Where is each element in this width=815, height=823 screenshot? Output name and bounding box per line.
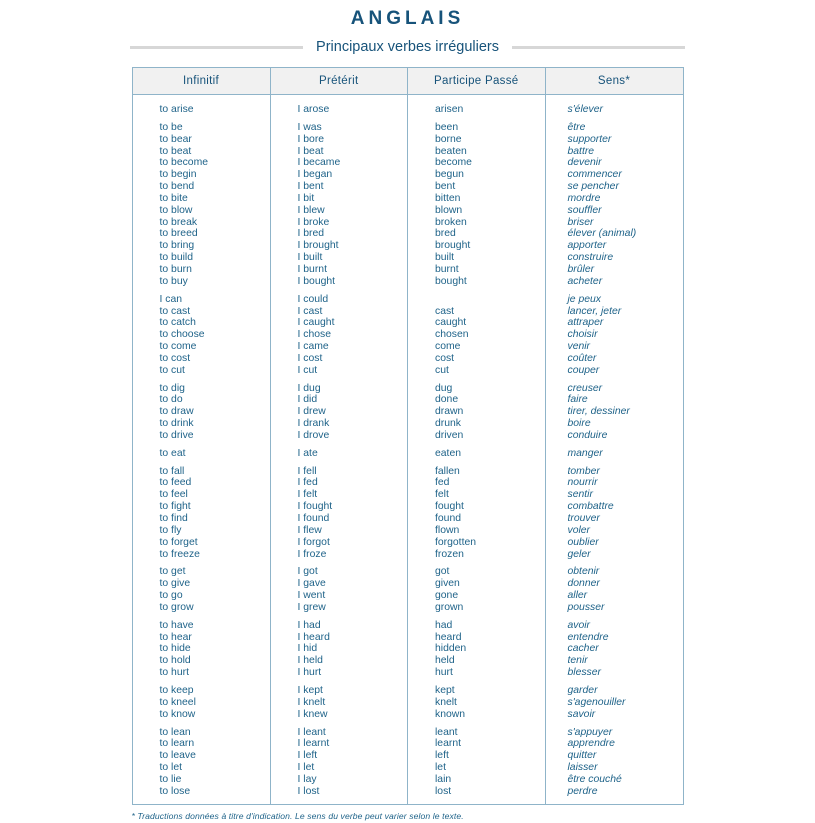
verb-entry: I fought xyxy=(297,501,333,513)
verb-entry: to build xyxy=(159,252,194,264)
verb-entry: I drew xyxy=(297,406,326,418)
verb-entry: blesser xyxy=(567,667,601,679)
verb-entry: creuser xyxy=(567,382,603,394)
verb-entry: I felt xyxy=(297,489,318,501)
verb-group xyxy=(568,727,683,798)
verb-entry: to come xyxy=(159,341,197,353)
verb-entry: to let xyxy=(159,762,183,774)
verb-entry: to grow xyxy=(159,601,194,613)
verb-entry: to bring xyxy=(159,240,195,252)
verb-entry: to do xyxy=(159,394,183,406)
irregular-verbs-table xyxy=(133,68,683,804)
cell-participe-passe xyxy=(408,95,546,804)
verb-group xyxy=(298,727,408,798)
verb-group xyxy=(160,383,270,442)
verb-entry: drawn xyxy=(435,406,464,418)
verb-entry: let xyxy=(435,762,446,774)
verb-entry: I knelt xyxy=(297,696,326,708)
verb-entry: donner xyxy=(567,578,600,590)
verb-entry: to begin xyxy=(159,169,197,181)
verb-entry: I did xyxy=(297,394,318,406)
verb-entry: entendre xyxy=(567,631,609,643)
verb-group xyxy=(298,566,408,613)
verb-entry: to find xyxy=(159,513,188,524)
verb-entry: lancer, jeter xyxy=(567,305,622,317)
verb-entry: to be xyxy=(159,121,183,133)
verb-entry: je peux xyxy=(567,293,602,305)
verb-entry: arisen xyxy=(435,104,464,115)
verb-group xyxy=(435,294,545,377)
verb-entry: burnt xyxy=(435,263,459,275)
verb-entry: I let xyxy=(297,762,315,774)
verb-entry: nourrir xyxy=(567,477,598,489)
verb-entry: I lay xyxy=(297,773,317,785)
verb-entry: I caught xyxy=(297,317,335,329)
verb-entry: perdre xyxy=(567,785,598,797)
verb-group xyxy=(568,383,683,442)
verb-group xyxy=(568,122,683,288)
verb-entry: combattre xyxy=(567,501,614,513)
column-header-sens: Sens* xyxy=(545,68,683,95)
verb-entry: savoir xyxy=(567,708,596,720)
verb-group xyxy=(160,620,270,679)
verb-entry: I chose xyxy=(297,329,332,341)
verb-entry: fought xyxy=(435,501,464,513)
verb-group xyxy=(568,104,683,116)
verb-group xyxy=(435,685,545,721)
verb-group xyxy=(568,685,683,721)
verb-entry: tirer, dessiner xyxy=(567,406,630,418)
verb-entry: manger xyxy=(567,447,603,459)
verb-entry: I left xyxy=(297,750,318,762)
verb-entry: boire xyxy=(567,418,591,430)
verb-entry: to drive xyxy=(159,429,194,441)
verb-group xyxy=(298,466,408,561)
subtitle-row xyxy=(0,39,815,55)
verb-entry: frozen xyxy=(435,548,464,560)
verb-entry: to cost xyxy=(159,352,191,364)
verb-entry: bred xyxy=(435,228,456,240)
verb-entry: to become xyxy=(159,157,209,169)
verb-entry: commencer xyxy=(567,169,622,181)
verb-entry: s'agenouiller xyxy=(567,696,626,708)
verb-entry: I brought xyxy=(297,240,339,252)
verb-entry: to cast xyxy=(159,305,191,317)
verb-entry: to break xyxy=(159,216,198,228)
verb-entry: lost xyxy=(435,785,452,797)
verb-entry: geler xyxy=(567,548,591,560)
verb-entry: être couché xyxy=(567,773,622,785)
verb-entry: I fed xyxy=(297,477,318,489)
verb-entry: briser xyxy=(567,216,594,228)
verb-entry: I heard xyxy=(297,631,330,643)
verb-group xyxy=(568,466,683,561)
verb-group xyxy=(435,122,545,288)
verb-entry: cost xyxy=(435,352,455,364)
verb-entry: I drove xyxy=(297,429,330,441)
verb-entry: I learnt xyxy=(297,738,330,750)
verb-entry: quitter xyxy=(567,750,597,762)
verb-group xyxy=(435,620,545,679)
column-header-preterit: Prétérit xyxy=(270,68,408,95)
verb-group xyxy=(160,104,270,116)
verbs-table-container xyxy=(132,67,684,805)
verb-entry: to hear xyxy=(159,631,192,643)
verb-group xyxy=(435,448,545,460)
verb-entry: I bent xyxy=(297,181,324,193)
verb-entry: I bred xyxy=(297,228,325,240)
verb-entry: I gave xyxy=(297,578,326,590)
verb-entry: to hold xyxy=(159,655,191,667)
verb-entry: to know xyxy=(159,708,196,720)
verb-entry: caught xyxy=(435,317,467,329)
verb-entry: laisser xyxy=(567,762,598,774)
verb-entry: choisir xyxy=(567,329,598,341)
verb-entry: I cut xyxy=(297,364,318,376)
verb-entry: I ate xyxy=(297,447,318,459)
verb-entry: I could xyxy=(297,293,329,305)
verb-entry: got xyxy=(435,566,450,578)
verb-entry: I lost xyxy=(297,785,320,797)
verb-entry: become xyxy=(435,157,472,169)
verb-group xyxy=(160,566,270,613)
verb-entry: I arose xyxy=(297,104,330,115)
verb-entry: acheter xyxy=(567,275,603,287)
page-title: ANGLAIS xyxy=(350,8,465,29)
cell-infinitif xyxy=(133,95,271,804)
cell-sens xyxy=(545,95,683,804)
verb-entry: beaten xyxy=(435,145,467,157)
verb-entry: I bore xyxy=(297,133,325,145)
verb-group xyxy=(160,122,270,288)
verb-entry: to have xyxy=(159,619,194,631)
verb-entry: I beat xyxy=(297,145,324,157)
divider-right xyxy=(512,46,685,49)
verb-entry: to buy xyxy=(159,275,188,287)
verb-entry: come xyxy=(435,341,461,353)
verb-entry: to leave xyxy=(159,750,196,762)
verb-entry: cast xyxy=(435,305,455,317)
verb-entry: to go xyxy=(159,590,183,602)
verb-entry: conduire xyxy=(567,429,608,441)
verb-entry: venir xyxy=(567,341,591,353)
verb-entry: I leant xyxy=(297,726,326,738)
verb-entry: knelt xyxy=(435,696,457,708)
verb-entry: I blew xyxy=(297,204,325,216)
verb-group xyxy=(160,294,270,377)
verb-entry: trouver xyxy=(567,513,600,524)
verb-entry: I forgot xyxy=(297,536,330,548)
verb-entry: construire xyxy=(567,252,614,264)
verb-entry: dug xyxy=(435,382,453,394)
verb-entry: oublier xyxy=(567,536,599,548)
verb-entry: I had xyxy=(297,619,321,631)
table-body-row xyxy=(133,95,683,804)
verb-entry: to lie xyxy=(159,773,182,785)
verb-entry: had xyxy=(435,619,453,631)
verb-group xyxy=(298,104,408,116)
verb-entry: I got xyxy=(297,566,318,578)
verb-entry: être xyxy=(567,121,586,133)
verb-entry: done xyxy=(435,394,459,406)
verb-entry: to fly xyxy=(159,524,182,536)
verb-entry: forgotten xyxy=(435,536,477,548)
verb-entry: se pencher xyxy=(567,181,619,193)
verb-entry: to arise xyxy=(159,104,194,115)
verb-entry: I can xyxy=(159,293,183,305)
verb-entry: to fight xyxy=(159,501,191,513)
verb-entry: I burnt xyxy=(297,263,327,275)
verb-entry: I was xyxy=(297,121,322,133)
verb-entry: to bend xyxy=(159,181,195,193)
verb-group xyxy=(568,566,683,613)
verb-entry: to breed xyxy=(159,228,198,240)
verb-entry: I broke xyxy=(297,216,330,228)
verb-entry: to eat xyxy=(159,447,186,459)
verb-entry: to blow xyxy=(159,204,193,216)
verb-entry: I kept xyxy=(297,684,323,696)
verb-entry: been xyxy=(435,121,459,133)
verb-entry: I bit xyxy=(297,192,315,204)
verb-entry: known xyxy=(435,708,466,720)
verb-entry: I found xyxy=(297,513,330,524)
verb-entry: grown xyxy=(435,601,464,613)
verb-entry: to catch xyxy=(159,317,196,329)
verb-entry: gone xyxy=(435,590,459,602)
verb-entry: kept xyxy=(435,684,455,696)
verb-group xyxy=(160,685,270,721)
verb-entry: fallen xyxy=(435,465,460,477)
verb-group xyxy=(435,727,545,798)
verb-entry: I came xyxy=(297,341,329,353)
verb-group xyxy=(160,466,270,561)
verb-entry: to forget xyxy=(159,536,198,548)
verb-entry: I flew xyxy=(297,524,322,536)
column-header-infinitif: Infinitif xyxy=(133,68,271,95)
verb-entry: souffler xyxy=(567,204,602,216)
verb-entry: to get xyxy=(159,566,186,578)
verb-group xyxy=(435,466,545,561)
verb-entry: battre xyxy=(567,145,595,157)
verb-entry: broken xyxy=(435,216,467,228)
verb-entry: faire xyxy=(567,394,588,406)
verb-entry: cacher xyxy=(567,643,599,655)
verb-entry: brought xyxy=(435,240,471,252)
verb-group xyxy=(568,294,683,377)
verb-entry: I knew xyxy=(297,708,328,720)
verb-entry: I cost xyxy=(297,352,323,364)
verb-entry: left xyxy=(435,750,449,762)
verb-entry: chosen xyxy=(435,329,469,341)
verb-entry: to beat xyxy=(159,145,192,157)
verb-entry: I cast xyxy=(297,305,323,317)
verb-entry: felt xyxy=(435,489,449,501)
page-subtitle: Principaux verbes irréguliers xyxy=(316,39,499,55)
verb-entry: I dug xyxy=(297,382,321,394)
verb-entry: learnt xyxy=(435,738,461,750)
verb-entry: drunk xyxy=(435,418,461,430)
verb-entry: leant xyxy=(435,726,458,738)
verb-entry: to freeze xyxy=(159,548,200,560)
verb-entry: heard xyxy=(435,631,462,643)
footnote: * Traductions données à titre d'indication. Le sens du verbe peut varier selon le texte. xyxy=(131,810,464,821)
verb-entry: sentir xyxy=(567,489,593,501)
verb-entry: obtenir xyxy=(567,566,600,578)
verb-entry: I fell xyxy=(297,465,317,477)
verb-entry: coûter xyxy=(567,352,597,364)
verb-entry: blown xyxy=(435,204,463,216)
verb-entry: to drink xyxy=(159,418,194,430)
verb-entry: borne xyxy=(435,133,462,145)
verb-entry: tenir xyxy=(567,655,588,667)
verb-entry: fed xyxy=(435,477,450,489)
verb-group xyxy=(298,685,408,721)
verb-entry: to fall xyxy=(159,465,185,477)
verb-entry: hurt xyxy=(435,667,453,679)
verb-group xyxy=(160,448,270,460)
verb-entry: apporter xyxy=(567,240,607,252)
verb-entry: I went xyxy=(297,590,326,602)
verb-entry: eaten xyxy=(435,447,462,459)
verb-entry: I hid xyxy=(297,643,318,655)
verb-entry: I drank xyxy=(297,418,330,430)
verb-entry: hidden xyxy=(435,643,467,655)
verb-entry: couper xyxy=(567,364,600,376)
verb-entry: to burn xyxy=(159,263,192,275)
verb-entry: I grew xyxy=(297,601,326,613)
table-header-row xyxy=(133,68,683,95)
verb-entry: to bear xyxy=(159,133,192,145)
verb-entry: found xyxy=(435,513,462,524)
verb-entry: flown xyxy=(435,524,460,536)
verb-entry: bitten xyxy=(435,192,461,204)
verb-entry: garder xyxy=(567,684,598,696)
verb-entry: élever (animal) xyxy=(567,228,637,240)
verb-entry: to keep xyxy=(159,684,194,696)
verb-entry: to learn xyxy=(159,738,195,750)
verb-entry: given xyxy=(435,578,460,590)
verb-group xyxy=(298,383,408,442)
verb-entry: to lean xyxy=(159,726,191,738)
verb-entry: brûler xyxy=(567,263,595,275)
column-header-participe-passe: Participe Passé xyxy=(408,68,546,95)
verb-entry: I built xyxy=(297,252,323,264)
verb-entry: devenir xyxy=(567,157,602,169)
verb-entry: I hurt xyxy=(297,667,322,679)
verb-entry: tomber xyxy=(567,465,600,477)
verb-entry: held xyxy=(435,655,455,667)
verb-entry: to feed xyxy=(159,477,192,489)
worksheet-page xyxy=(0,8,815,823)
verb-entry: lain xyxy=(435,773,452,785)
verb-entry: I froze xyxy=(297,548,327,560)
cell-preterit xyxy=(270,95,408,804)
verb-entry: voler xyxy=(567,524,591,536)
verb-entry: supporter xyxy=(567,133,612,145)
verb-entry: I bought xyxy=(297,275,336,287)
verb-entry: cut xyxy=(435,364,449,376)
verb-group xyxy=(435,104,545,116)
verb-entry: to draw xyxy=(159,406,194,418)
verb-group xyxy=(435,566,545,613)
verb-entry: I began xyxy=(297,169,333,181)
verb-entry: bought xyxy=(435,275,467,287)
verb-entry: bent xyxy=(435,181,456,193)
verb-entry: to hurt xyxy=(159,667,189,679)
verb-entry: s'appuyer xyxy=(567,726,613,738)
verb-group xyxy=(298,294,408,377)
verb-group xyxy=(568,448,683,460)
verb-entry: to dig xyxy=(159,382,185,394)
verb-group xyxy=(298,620,408,679)
verb-entry: begun xyxy=(435,169,464,181)
verb-entry: to cut xyxy=(159,364,185,376)
verb-entry: to kneel xyxy=(159,696,196,708)
verb-entry: to hide xyxy=(159,643,191,655)
verb-group xyxy=(568,620,683,679)
verb-group xyxy=(435,383,545,442)
verb-entry: to choose xyxy=(159,329,205,341)
divider-left xyxy=(130,46,303,49)
verb-entry: to feel xyxy=(159,489,188,501)
verb-group xyxy=(298,122,408,288)
verb-group xyxy=(160,727,270,798)
verb-entry: attraper xyxy=(567,317,604,329)
verb-entry: I became xyxy=(297,157,341,169)
verb-entry: s'élever xyxy=(567,104,603,115)
verb-group xyxy=(298,448,408,460)
verb-entry: aller xyxy=(567,590,588,602)
verb-entry: to bite xyxy=(159,192,188,204)
verb-entry: pousser xyxy=(567,601,605,613)
verb-entry: to lose xyxy=(159,785,191,797)
verb-entry: mordre xyxy=(567,192,601,204)
verb-entry: apprendre xyxy=(567,738,615,750)
verb-entry: I held xyxy=(297,655,323,667)
verb-entry: built xyxy=(435,252,455,264)
verb-entry: avoir xyxy=(567,619,591,631)
verb-entry: to give xyxy=(159,578,191,590)
verb-entry: driven xyxy=(435,429,464,441)
